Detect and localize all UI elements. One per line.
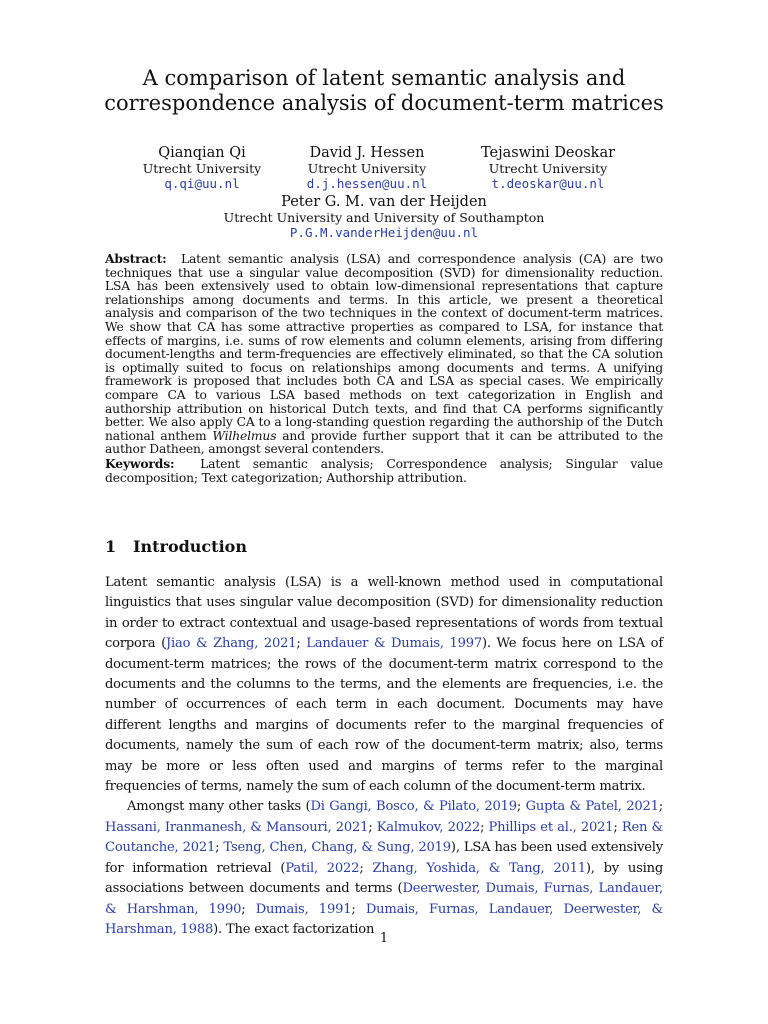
text-run: ; bbox=[296, 636, 307, 652]
author-block bbox=[184, 193, 584, 241]
author-email-link[interactable]: P.G.M.vanderHeijden@uu.nl bbox=[289, 225, 479, 240]
keywords-text: Latent semantic analysis; Correspondence analysis; Singular value decomposition; Text categorization; Authorship attribution. bbox=[105, 456, 663, 485]
citation-link[interactable]: Hassani, Iranmanesh, & Mansouri, 2021 bbox=[105, 819, 369, 835]
text-run: ), LSA has been used extensively for information retrieval ( bbox=[105, 840, 663, 876]
text-run: ; bbox=[658, 799, 663, 815]
citation-link[interactable]: Landauer & Dumais, 1997 bbox=[306, 636, 483, 652]
author-name: Qianqian Qi bbox=[158, 145, 246, 161]
text-run: ). The exact factorization bbox=[213, 921, 375, 937]
page-number: 1 bbox=[379, 931, 389, 946]
text-run: ). We focus here on LSA of document-term matrices; the rows of the document-term matrix correspond to the documents and the columns to the terms, and the elements are frequencies, i.e. the number of occurrences of each term in each document. Documents may have different lengths and margins of documents refer to the marginal frequencies of documents, namely the sum of each row of the document-term matrix; also, terms may be more or less often used and margins of terms refer to the marginal frequencies of terms, namely the sum of each column of the document-term matrix. bbox=[105, 636, 663, 795]
text-run: ; bbox=[480, 819, 489, 835]
author-affiliation: Utrecht University bbox=[142, 161, 262, 176]
paragraph-1 bbox=[105, 573, 663, 797]
text-run: Amongst many other tasks ( bbox=[127, 799, 311, 815]
author-email-link[interactable]: t.deoskar@uu.nl bbox=[491, 176, 605, 191]
author-name: Peter G. M. van der Heijden bbox=[281, 194, 487, 210]
text-run: ; bbox=[516, 799, 526, 815]
abstract bbox=[105, 252, 663, 485]
keywords-label: Keywords: bbox=[105, 455, 175, 471]
citation-link[interactable]: Dumais, Furnas, Landauer, Deerwester, & Harshman, 1988 bbox=[105, 901, 663, 937]
text-run: ; bbox=[359, 860, 373, 876]
title-line-2: correspondence analysis of document-term matrices bbox=[104, 91, 664, 115]
abstract-text-end: and provide further support that it can be attributed to the author Datheen, amongst several contenders. bbox=[105, 428, 663, 457]
abstract-text: Latent semantic analysis (LSA) and correspondence analysis (CA) are two techniques that use a singular value decomposition (SVD) for dimensionality reduction. LSA has been extensively used to obtain low-dimensional representations that capture relationships among documents and terms. In this article, we present a theoretical analysis and comparison of the two techniques in the context of document-term matrices. We show that CA has some attractive properties as compared to LSA, for instance that effects of margins, i.e. sums of row elements and column elements, arising from differing document-lengths and term-frequencies are effectively eliminated, so that the CA solution is optimally suited to focus on relationships among documents and terms. A unifying framework is proposed that includes both CA and LSA as special cases. We empirically compare CA to various LSA based methods on text categorization in English and authorship attribution on historical Dutch texts, and find that CA performs significantly better. We also apply CA to a long-standing question regarding the authorship of the Dutch national anthem bbox=[105, 252, 663, 443]
title-line-1: A comparison of latent semantic analysis and bbox=[142, 66, 626, 90]
text-run: ), by using associations between documents and terms ( bbox=[105, 860, 663, 897]
keywords-paragraph bbox=[105, 457, 663, 485]
anthem-title: Wilhelmus bbox=[212, 428, 277, 443]
text-run: Latent semantic analysis (LSA) is a well-known method used in computational linguistics that uses singular value decomposition (SVD) for dimensionality reduction in order to extract contextual and usage-based representations of words from textual corpora ( bbox=[105, 575, 663, 652]
author-name: Tejaswini Deoskar bbox=[480, 145, 616, 161]
citation-link[interactable]: Di Gangi, Bosco, & Pilato, 2019 bbox=[310, 799, 517, 815]
author-name: David J. Hessen bbox=[309, 145, 425, 161]
text-run: ; bbox=[351, 901, 366, 917]
author-affiliation: Utrecht University bbox=[307, 161, 427, 176]
author-affiliation: Utrecht University and University of Southampton bbox=[223, 210, 545, 225]
paragraph-2 bbox=[105, 797, 663, 940]
citation-link[interactable]: Jiao & Zhang, 2021 bbox=[165, 636, 297, 652]
author-email-link[interactable]: d.j.hessen@uu.nl bbox=[306, 176, 428, 191]
abstract-label: Abstract: bbox=[105, 251, 167, 266]
citation-link[interactable]: Patil, 2022 bbox=[285, 860, 360, 876]
citation-link[interactable]: Tseng, Chen, Chang, & Sung, 2019 bbox=[223, 840, 451, 856]
citation-link[interactable]: Zhang, Yoshida, & Tang, 2011 bbox=[372, 860, 586, 876]
author-email-link[interactable]: q.qi@uu.nl bbox=[164, 176, 240, 191]
author-block bbox=[438, 144, 658, 192]
section-number: 1 bbox=[105, 537, 117, 556]
body-text bbox=[105, 573, 663, 940]
citation-link[interactable]: Deerwester, Dumais, Furnas, Landauer, & Harshman, 1990 bbox=[105, 881, 663, 917]
section-heading bbox=[105, 537, 247, 556]
citation-link[interactable]: Dumais, 1991 bbox=[255, 901, 352, 917]
citation-link[interactable]: Ren & Coutanche, 2021 bbox=[105, 819, 663, 856]
author-affiliation: Utrecht University bbox=[488, 161, 608, 176]
text-run: ; bbox=[613, 819, 622, 835]
text-run: ; bbox=[215, 840, 224, 856]
citation-link[interactable]: Kalmukov, 2022 bbox=[376, 819, 481, 835]
citation-link[interactable]: Gupta & Patel, 2021 bbox=[525, 799, 659, 815]
text-run: ; bbox=[241, 901, 256, 917]
abstract-paragraph bbox=[105, 252, 663, 457]
section-title: Introduction bbox=[133, 537, 247, 556]
paper-title bbox=[0, 66, 768, 116]
text-run: ; bbox=[368, 819, 377, 835]
citation-link[interactable]: Phillips et al., 2021 bbox=[488, 819, 614, 835]
